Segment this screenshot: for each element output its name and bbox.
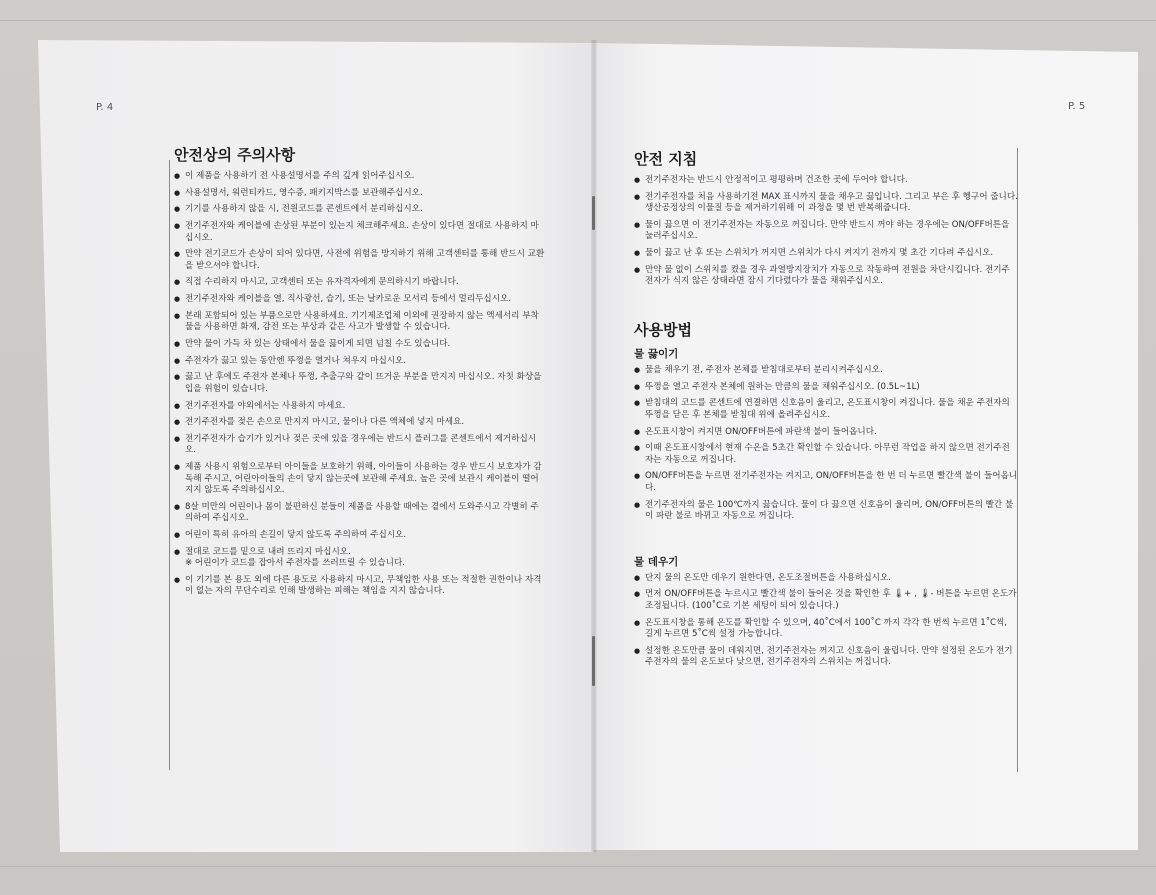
- left-content: [174, 144, 546, 603]
- staple: [592, 196, 595, 230]
- list-item: [174, 204, 546, 216]
- list-item-text: 직접 수리하지 마시고, 고객센터 또는 유자격자에게 문의하시기 바랍니다.: [185, 277, 459, 288]
- list-item-note: ※ 어린이가 코드를 잡아서 주전자를 쓰러뜨릴 수 있습니다.: [185, 558, 405, 569]
- list-item: [174, 277, 546, 289]
- list-item-text: 단지 물의 온도만 데우기 원한다면, 온도조절버튼을 사용하십시오.: [645, 572, 891, 583]
- list-item: [634, 443, 1018, 466]
- warm-subtitle: 물 데우기: [634, 555, 679, 568]
- list-item-text: 절대로 코드를 밑으로 내려 뜨리지 마십시오.: [185, 546, 351, 557]
- list-item: [634, 175, 1018, 187]
- list-item-text: 제품 사용시 위험으로부터 아이들을 보호하기 위해, 아이들이 사용하는 경우 반드시 보호자가 감독해 주시고, 어린아이들의 손이 닿지 않는곳에 보관해 주세요. 높은 곳에 보관시 케이블이 떨어지지 않도록 주의하십시오.: [185, 462, 542, 496]
- list-item: [174, 401, 546, 413]
- list-item-text: 기기를 사용하지 않을 시, 전원코드를 콘센트에서 분리하십시오.: [185, 204, 423, 215]
- list-item: [174, 188, 546, 200]
- list-item: [174, 249, 546, 272]
- list-item-text: 전기주전자가 습기가 있거나 젖은 곳에 있을 경우에는 반드시 플러그를 콘센트에서 제거하십시오.: [185, 433, 537, 456]
- list-item-text: ON/OFF버튼을 누르면 전기주전자는 켜지고, ON/OFF버튼을 한 번 더 누르면 빨간색 불이 들어옵니다.: [645, 471, 1018, 493]
- list-item: [634, 398, 1018, 421]
- boil-instructions-list: [634, 365, 1018, 523]
- list-item-text: 어린이 특히 유아의 손길이 닿지 않도록 주의하여 주십시오.: [185, 530, 407, 540]
- list-item-text: 전기주전자와 케이블을 열, 직사광선, 습기, 또는 날카로운 모서리 등에서 멀리두십시오.: [185, 294, 512, 305]
- list-item: [174, 434, 546, 457]
- list-item-text: 먼저 ON/OFF버튼을 누르시고 빨간색 불이 들어온 것을 확인한 후 🌡+ , 🌡- 버튼을 누르면 온도가 조정됩니다. (100˚C로 기본 세팅이 되어 있습니다.): [645, 589, 1017, 611]
- list-item: [634, 427, 1018, 439]
- list-item-text: 만약 전기코드가 손상이 되어 있다면, 사전에 위험을 방지하기 위해 고객센터를 통해 반드시 교환을 받으셔야 합니다.: [185, 249, 545, 271]
- list-item: [634, 573, 1018, 585]
- staple: [592, 636, 595, 686]
- list-item: [174, 530, 546, 542]
- list-item-text: 물이 끓고 난 후 또는 스위치가 꺼지면 스위치가 다시 켜지기 전까지 몇 초간 기다려 주십시오.: [645, 248, 994, 259]
- list-item: [634, 618, 1018, 641]
- usage-title: 사용방법: [634, 320, 692, 339]
- list-item-text: 전기주전자를 야외에서는 사용하지 마세요.: [185, 400, 346, 411]
- list-item: [634, 500, 1018, 523]
- list-item-text: 끓고 난 후에도 주전자 본체나 뚜껑, 추출구와 같이 뜨거운 부분을 만지지 마십시오. 자칫 화상을 입을 위험이 있습니다.: [185, 372, 542, 394]
- list-item-text: 온도표시창이 켜지면 ON/OFF버튼에 파란색 불이 들어옵니다.: [645, 426, 877, 437]
- list-item-text: 이 기기를 본 용도 외에 다른 용도로 사용하지 마시고, 무책임한 사용 또는 적절한 권한이나 자격이 없는 자의 무단수리로 인해 발생하는 피해는 책임을 지지 않습니다.: [185, 574, 542, 597]
- list-item-text: 설정한 온도만큼 물이 데워지면, 전기주전자는 꺼지고 신호음이 울립니다. 만약 설정된 온도가 전기주전자의 물의 온도보다 낮으면, 전기주전자의 스위치는 꺼집니다.: [645, 645, 1013, 668]
- list-item-text: 받침대의 코드를 콘센트에 연결하면 신호음이 울리고, 온도표시창이 켜집니다. 물을 채운 주전자의 뚜껑을 닫은 후 본체를 받침대 위에 올려주십시오.: [645, 398, 1010, 420]
- list-item: [174, 547, 546, 570]
- list-item: [634, 220, 1018, 243]
- list-item-text: 8살 미만의 어린이나 몸이 불편하신 분들이 제품을 사용할 때에는 곁에서 도와주시고 각별히 주의하여 주십시오.: [185, 501, 539, 524]
- list-item-text: 전기주전자를 젖은 손으로 만지지 마시고, 물이나 다른 액체에 넣지 마세요.: [185, 417, 465, 428]
- list-item-text: 뚜껑을 열고 주전자 본체에 원하는 만큼의 물을 채워주십시오. (0.5L~1L): [645, 381, 920, 392]
- safety-guidelines-title: 안전 지침: [634, 150, 698, 168]
- list-item-text: 사용설명서, 워런티카드, 영수증, 패키지박스를 보관해주십시오.: [185, 187, 423, 198]
- list-item-text: 물을 채우기 전, 주전자 본체를 받침대로부터 분리시켜주십시오.: [645, 364, 883, 375]
- list-item: [634, 646, 1018, 669]
- list-item: [634, 382, 1018, 394]
- list-item: [174, 311, 546, 334]
- list-item-text: 이때 온도표시창에서 현재 수온을 5초간 확인할 수 있습니다. 아무런 작업을 하지 않으면 전기주전자는 자동으로 꺼집니다.: [645, 443, 1010, 465]
- page-number-right: P. 5: [1068, 101, 1086, 112]
- list-item: [634, 471, 1018, 494]
- list-item: [174, 575, 546, 598]
- list-item: [634, 365, 1018, 377]
- list-item: [174, 417, 546, 429]
- list-item: [174, 294, 546, 306]
- list-item-text: 본래 포함되어 있는 부품으로만 사용하세요. 기기제조업체 이외에 권장하지 않는 액세서리 부착물을 사용하면 화재, 감전 또는 부상과 같은 사고가 발생할 수 있습니다.: [185, 310, 539, 333]
- list-item-text: 물이 끓으면 이 전기주전자는 자동으로 꺼집니다. 만약 반드시 꺼야 하는 경우에는 ON/OFF버튼을 눌러주십시오.: [645, 219, 1010, 242]
- list-item: [174, 462, 546, 497]
- list-item-text: 주전자가 끓고 있는 동안엔 뚜껑을 열거나 쳐우지 마십시오.: [185, 355, 407, 366]
- list-item-text: 온도표시창을 통해 온도를 확인할 수 있으며, 40˚C에서 100˚C 까지 각각 한 번씩 누르면 1˚C씩, 길게 누르면 5˚C씩 설정 가능합니다.: [645, 617, 1008, 640]
- list-item: [634, 589, 1018, 612]
- list-item-text: 만약 물 없이 스위치를 켰을 경우 과열방지장치가 자동으로 작동하여 전원을 차단시킵니다. 전기주전자가 식지 않은 상태라면 잠시 기다렸다가 물을 채워주십시오.: [645, 264, 1010, 287]
- safety-precautions-list: [174, 171, 546, 598]
- list-item: [174, 171, 546, 183]
- list-item: [174, 372, 546, 395]
- safety-precautions-title: 안전상의 주의사항: [174, 146, 296, 164]
- list-item-text: 전기주전자의 물은 100℃까지 끓습니다. 물이 다 끓으면 신호음이 울리며, ON/OFF버튼의 빨간 불이 파란 불로 바뀌고 자동으로 꺼집니다.: [645, 499, 1014, 522]
- list-item: [634, 248, 1018, 260]
- booklet-gutter: [591, 40, 597, 852]
- list-item: [174, 356, 546, 368]
- list-item: [634, 265, 1018, 288]
- boil-subtitle: 물 끓이기: [634, 347, 679, 360]
- list-item: [174, 502, 546, 525]
- floor-seam: [0, 866, 1156, 867]
- right-content: [634, 148, 1018, 674]
- list-item: [174, 221, 546, 244]
- left-margin-rule: [169, 160, 170, 770]
- floor-seam: [0, 20, 1156, 21]
- page-number-left: P. 4: [96, 102, 114, 113]
- warm-instructions-list: [634, 573, 1018, 669]
- list-item-text: 이 제품을 사용하기 전 사용설명서를 주의 깊게 읽어주십시오.: [185, 171, 415, 181]
- safety-guidelines-list: [634, 175, 1018, 288]
- list-item: [174, 339, 546, 351]
- list-item-text: 만약 물이 가득 차 있는 상태에서 물을 끓이게 되면 넘칠 수도 있습니다.: [185, 339, 451, 349]
- list-item-text: 전기주전자는 반드시 안정적이고 평평하며 건조한 곳에 두어야 합니다.: [645, 175, 908, 185]
- list-item: [634, 192, 1018, 215]
- list-item-text: 전기주전자와 케이블에 손상된 부분이 있는지 체크해주세요. 손상이 있다면 절대로 사용하지 마십시오.: [185, 221, 539, 243]
- list-item-text: 전기주전자를 처음 사용하기전 MAX 표시까지 물을 채우고 끓입니다. 그리고 부은 후 헹구어 줍니다. 생산공정상의 이물질 등을 제거하기위해 이 과정을 몇 번 반복해줍니다.: [645, 191, 1018, 214]
